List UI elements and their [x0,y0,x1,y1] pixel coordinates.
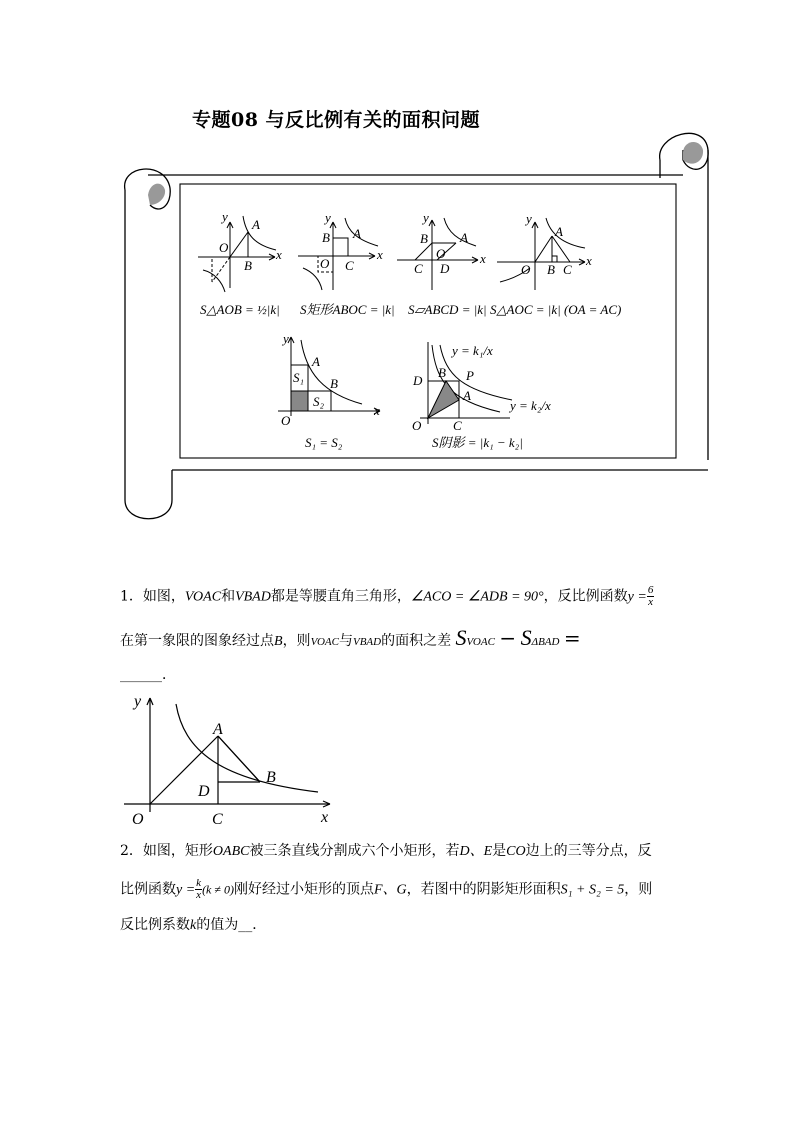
fig3-label-y: y [423,210,429,225]
q1-line2-a: 在第一象限的图象经过点 [120,633,274,649]
fig4-label-x: x [586,253,592,268]
question-2-line-1 [120,840,690,863]
q1-triangle-bad-2: VBAD [352,636,382,648]
q2-rect: OABC [212,844,250,859]
q1-number: 1 [120,588,129,605]
fig6-label-p: P [466,368,474,383]
fig5-label-o: O [281,413,291,428]
q1-triangle-oac: VOAC [184,589,222,605]
q1-text-d: ，反比例函数 [543,588,628,605]
fig6-label-o: O [412,418,422,433]
fig6-label-b: B [438,365,446,380]
fig6-eq1: y = k₁/x [452,343,493,358]
q2-seg-co: CO [506,844,526,859]
fig4-label-a: A [555,224,563,239]
q2-line2-b: 刚好经过小矩形的顶点 [233,881,374,898]
q2-points-fg: F、G [373,882,407,898]
question-1-line-2 [120,627,680,653]
question-2-line-3 [120,914,690,937]
q2-line1-d: 边上的三等分点，反 [525,843,652,859]
fig2-formula: S矩形ABOC = |k| [300,302,395,317]
q2-line2-a: 比例函数 [120,881,176,898]
q1-diff-s2: S [520,625,532,650]
q1-line2-d: 的面积之差 [381,633,452,649]
q2-func-fraction: $\frac{k}{x}$ [196,877,202,901]
fig5-formula: S₁ = S₂ [305,435,343,450]
question-2-line-2 [120,878,690,902]
q1-fig-label-d: D [198,783,210,800]
q1-figure [118,690,338,828]
q2-line1-b: 被三条直线分割成六个小矩形，若 [249,843,460,859]
fig1-label-a: A [252,217,260,232]
fig1-label-x: x [276,247,282,262]
q1-text-c: 都是等腰直角三角形， [270,588,411,605]
fig3-label-c: C [414,261,423,276]
q2-line2-d: ，则 [624,881,653,898]
fig6-label-c: C [453,418,462,433]
q2-line3-a: 反比例系数 [120,917,190,933]
fig1-formula: S△AOB = ½|k| [200,302,280,317]
fig3-label-x: x [480,251,486,266]
fig1-label-y: y [222,209,228,224]
q1-diff-minus: − [499,626,517,650]
fig3-label-b: B [420,231,428,246]
fig4-formula: S△AOC = |k| (OA = AC) [490,302,622,317]
fig5-label-x: x [374,403,380,418]
fig2-label-b: B [322,230,330,245]
fig4-label-b: B [547,262,555,277]
q1-answer-blank: ______． [120,667,176,683]
fig3-label-d: D [440,261,450,276]
q2-condition: (k ≠ 0) [202,882,234,897]
q2-number: 2 [120,843,129,859]
fig6-formula: S阴影 = |k₁ − k₂| [432,435,523,450]
fig2-label-x: x [377,247,383,262]
q2-line1-c: 是 [492,843,507,859]
fig5-label-y: y [283,331,289,346]
fig2-label-c: C [345,258,354,273]
q2-line2-c: ，若图中的阴影矩形面积 [406,881,561,898]
q1-fig-label-b: B [266,769,276,786]
fig4-label-o: O [521,262,531,277]
q1-diff-sub2: ΔBAD [531,636,560,648]
fig1-label-b: B [244,258,252,273]
fig2-label-y: y [325,210,331,225]
q2-sum: S₁ + S₂ = 5 [560,882,625,898]
q1-fig-label-o: O [132,811,144,828]
q1-diff-equals: = [563,626,581,650]
q2-points-de: D、E [459,844,493,859]
fig1-label-o: O [219,240,229,255]
q2-line3-b: 的值为__． [196,917,267,933]
q1-text-a: ．如图， [128,588,185,605]
q1-fig-label-x: x [321,809,329,826]
q1-triangle-bad: VBAD [235,589,271,605]
question-1-line-1 [120,585,680,609]
q1-point-b: B [274,634,283,649]
q1-diff-s1: S [455,625,467,650]
fig3-formula: S▱ABCD = |k| [408,302,487,317]
fig5-label-a: A [312,354,320,369]
summary-figure-2 [298,218,378,290]
fig6-eq2: y = k₂/x [510,398,551,413]
q1-line2-c: 与 [338,633,353,649]
q1-func-lhs: y = [627,589,647,605]
q1-diff-sub1: VOAC [466,636,495,648]
fig3-label-o: O [436,246,446,261]
q2-line1: ．如图，矩形 [128,843,213,859]
q1-triangle-oac-2: VOAC [310,636,339,648]
q1-line2-b: ，则 [282,633,311,649]
fig2-label-a: A [353,226,361,241]
q1-fig-label-a: A [213,721,223,738]
q2-func-lhs: y = [176,882,196,898]
page-title: 专题08 与反比例有关的面积问题 [192,109,481,131]
q1-text-b: 和 [221,588,236,605]
fig5-label-s1: S₁ [293,370,305,385]
summary-figure-4 [497,218,585,290]
q1-func-fraction: $\frac{6}{x}$ [647,584,654,608]
fig2-label-o: O [320,256,330,271]
summary-figure-1 [198,216,276,292]
q1-fig-label-c: C [212,811,223,828]
fig4-label-y: y [526,211,532,226]
fig5-label-s2: S₂ [313,394,325,409]
fig4-label-c: C [563,262,572,277]
q1-angle: ∠ACO = ∠ADB = 90° [410,589,544,605]
fig6-label-a: A [463,388,471,403]
q2-k: k [190,918,197,933]
q1-fig-label-y: y [134,693,142,710]
fig3-label-a: A [460,230,468,245]
fig6-label-d: D [413,373,423,388]
fig5-label-b: B [330,376,338,391]
